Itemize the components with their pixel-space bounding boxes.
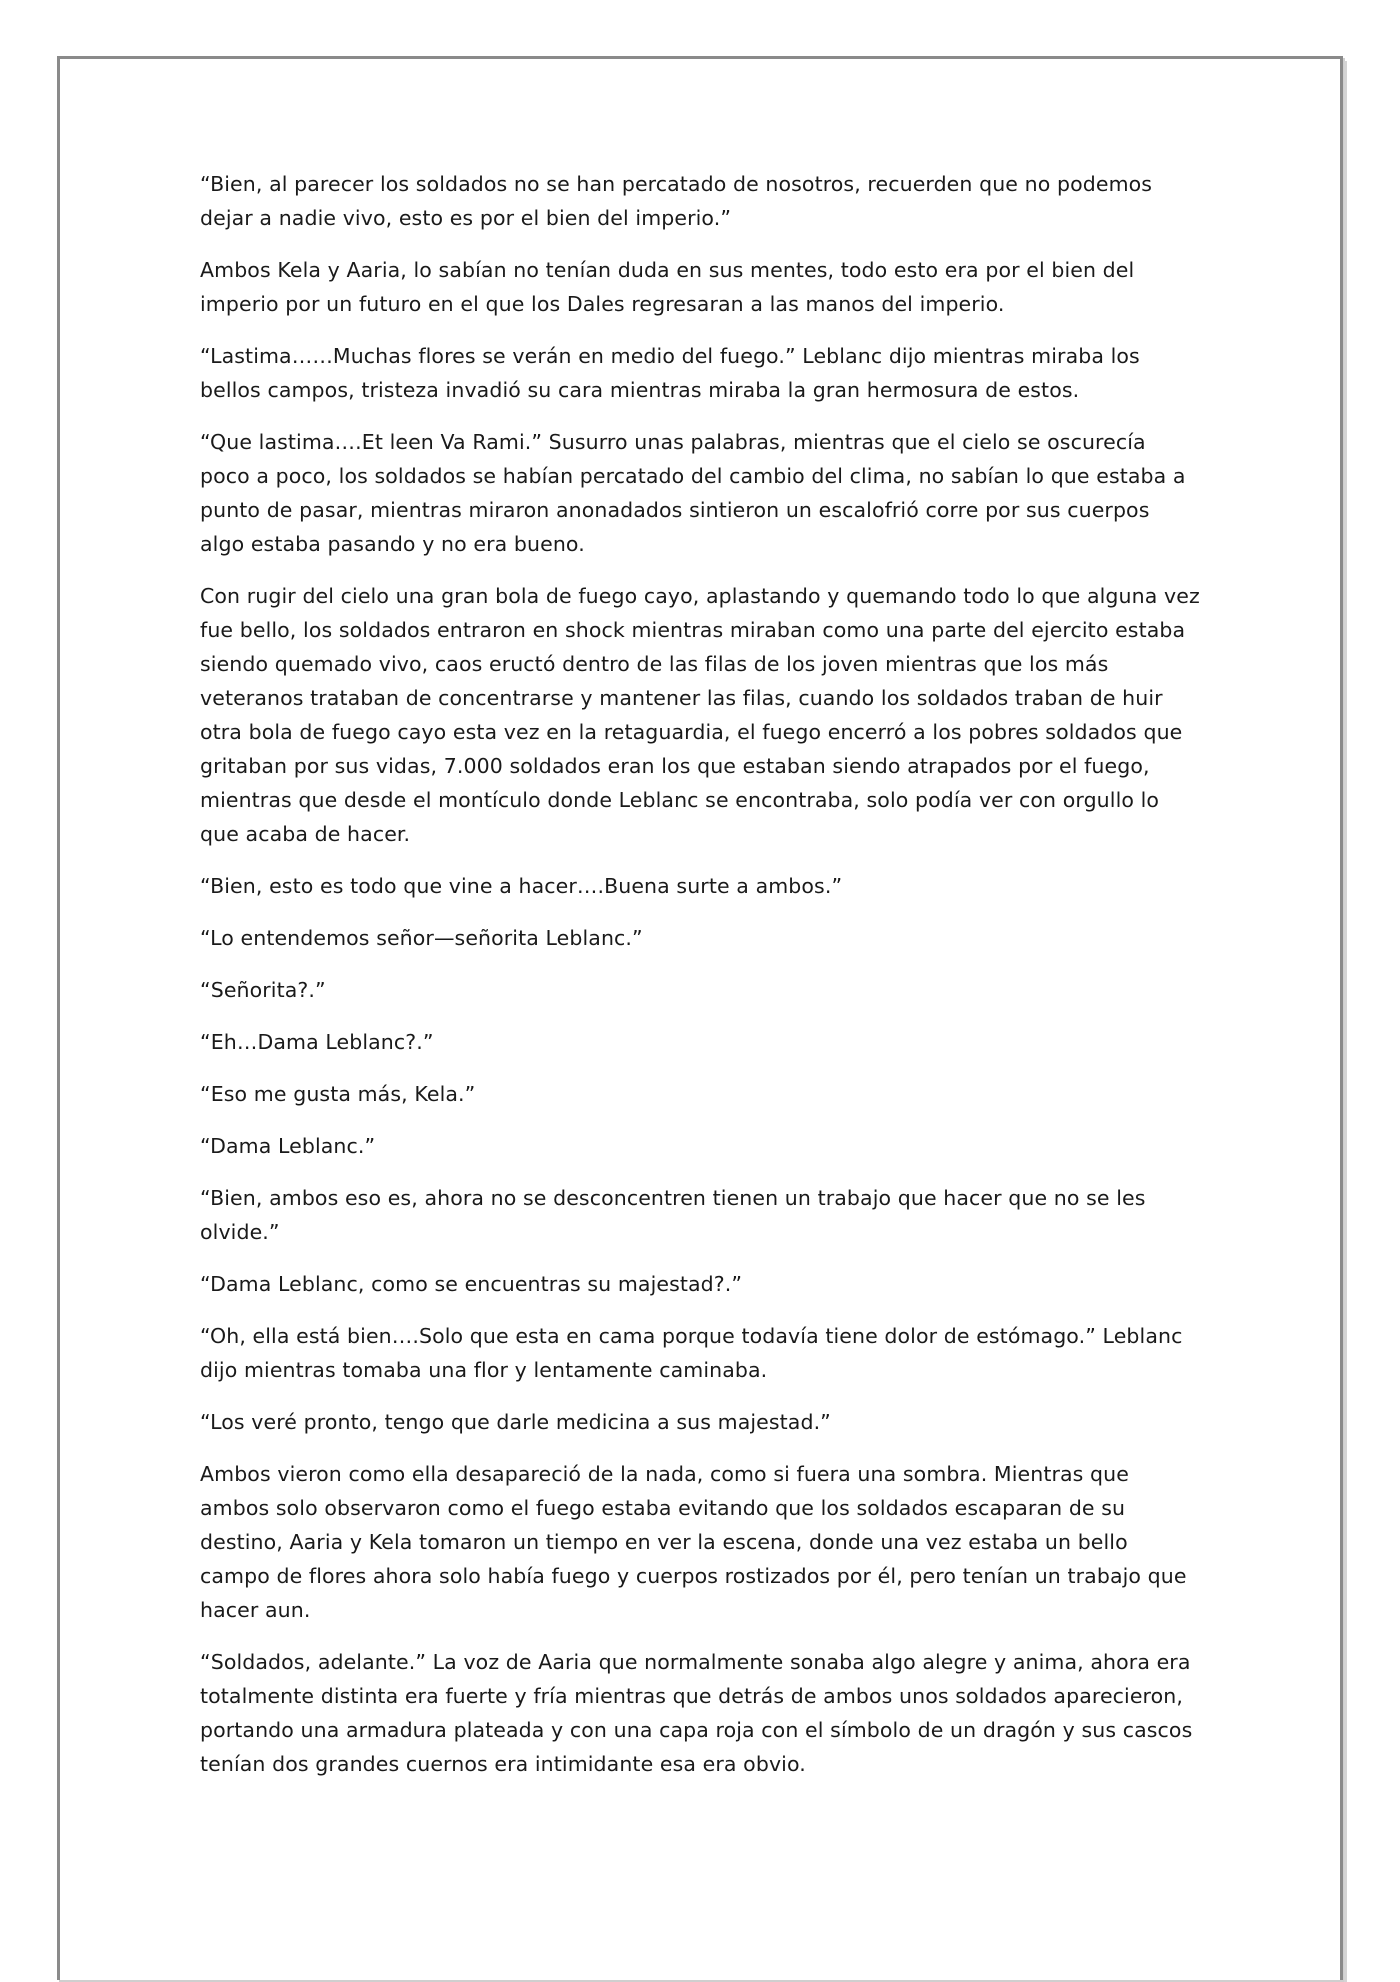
paragraph: “Oh, ella está bien….Solo que esta en cama porque todavía tiene dolor de estómago.” Leblanc dijo mientras tomaba una flor y lentamente caminaba. <box>200 1324 1183 1382</box>
paragraph: “Dama Leblanc, como se encuentras su majestad?.” <box>200 1272 743 1296</box>
paragraph: Ambos Kela y Aaria, lo sabían no tenían duda en sus mentes, todo esto era por el bien del imperio por un futuro en el que los Dales regresaran a las manos del imperio. <box>200 258 1135 316</box>
paragraph: “Bien, ambos eso es, ahora no se desconcentren tienen un trabajo que hacer que no se les olvide.” <box>200 1186 1146 1244</box>
paragraph: “Lastima……Muchas flores se verán en medio del fuego.” Leblanc dijo mientras miraba los bellos campos, tristeza invadió su cara mientras miraba la gran hermosura de estos. <box>200 344 1140 402</box>
paragraph: “Eh…Dama Leblanc?.” <box>200 1030 434 1054</box>
paragraph: Ambos vieron como ella desapareció de la nada, como si fuera una sombra. Mientras que ambos solo observaron como el fuego estaba evitando que los soldados escaparan de su destino, Aaria y Kela tomaron un tiempo en ver la escena, donde una vez estaba un bello campo de flores ahora solo había fuego y cuerpos rostizados por él, pero tenían un trabajo que hacer aun. <box>200 1462 1187 1622</box>
paragraph: “Bien, al parecer los soldados no se han percatado de nosotros, recuerden que no podemos dejar a nadie vivo, esto es por el bien del imperio.” <box>200 172 1153 230</box>
paragraph: “Lo entendemos señor—señorita Leblanc.” <box>200 926 643 950</box>
paragraph: “Que lastima….Et leen Va Rami.” Susurro unas palabras, mientras que el cielo se oscurecía poco a poco, los soldados se habían percatado del cambio del clima, no sabían lo que estaba a punto de pasar, mientras miraron anonadados sintieron un escalofrió corre por sus cuerpos algo estaba pasando y no era bueno. <box>200 430 1186 556</box>
paragraph: “Soldados, adelante.” La voz de Aaria que normalmente sonaba algo alegre y anima, ahora era totalmente distinta era fuerte y fría mientras que detrás de ambos unos soldados aparecieron, portando una armadura plateada y con una capa roja con el símbolo de un dragón y sus cascos tenían dos grandes cuernos era intimidante esa era obvio. <box>200 1650 1193 1776</box>
document-body <box>200 167 1200 1799</box>
paragraph: “Dama Leblanc.” <box>200 1134 376 1158</box>
paragraph: “Señorita?.” <box>200 978 326 1002</box>
paragraph: Con rugir del cielo una gran bola de fuego cayo, aplastando y quemando todo lo que alguna vez fue bello, los soldados entraron en shock mientras miraban como una parte del ejercito estaba siendo quemado vivo, caos eructó dentro de las filas de los joven mientras que los más veteranos trataban de concentrarse y mantener las filas, cuando los soldados traban de huir otra bola de fuego cayo esta vez en la retaguardia, el fuego encerró a los pobres soldados que gritaban por sus vidas, 7.000 soldados eran los que estaban siendo atrapados por el fuego, mientras que desde el montículo donde Leblanc se encontraba, solo podía ver con orgullo lo que acaba de hacer. <box>200 584 1200 846</box>
paragraph: “Los veré pronto, tengo que darle medicina a sus majestad.” <box>200 1410 831 1434</box>
paragraph: “Bien, esto es todo que vine a hacer….Buena surte a ambos.” <box>200 874 843 898</box>
paragraph: “Eso me gusta más, Kela.” <box>200 1082 476 1106</box>
